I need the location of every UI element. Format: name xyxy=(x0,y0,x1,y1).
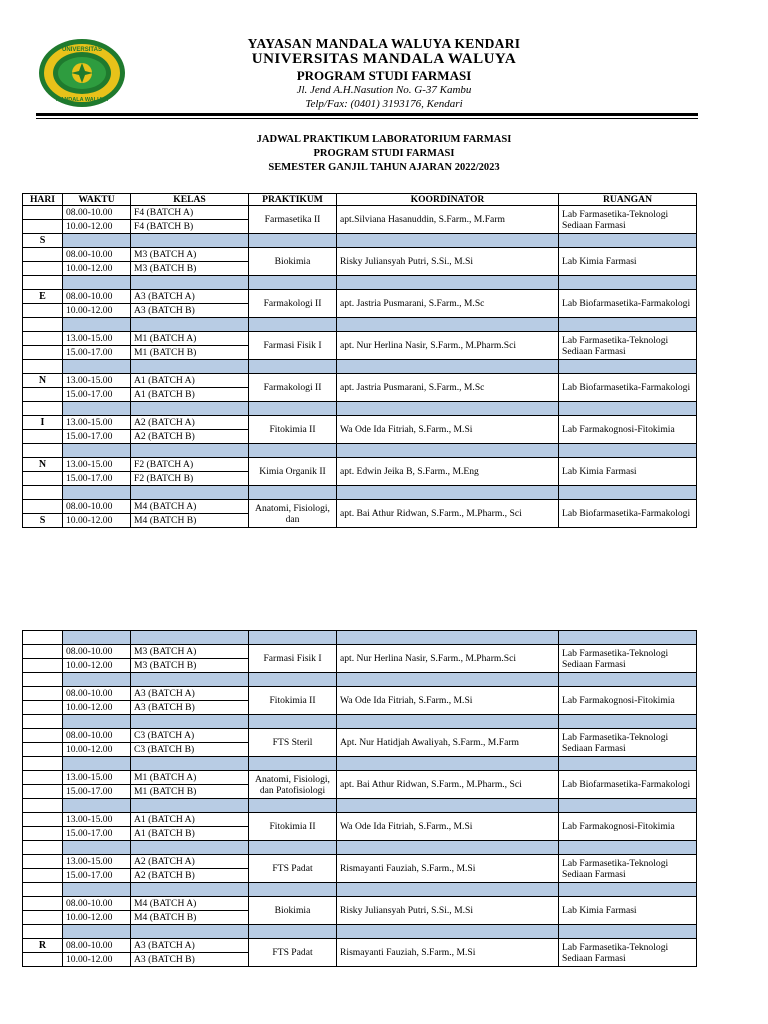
kelas-cell: M1 (BATCH B) xyxy=(131,785,249,799)
waktu-cell: 08.00-10.00 xyxy=(63,729,131,743)
col-ruangan: RUANGAN xyxy=(559,194,697,206)
kelas-cell: A3 (BATCH B) xyxy=(131,953,249,967)
ruangan-cell: Lab Biofarmasetika-Farmakologi xyxy=(559,374,697,402)
hari-cell xyxy=(23,388,63,402)
separator-cell xyxy=(131,757,249,771)
table-row xyxy=(23,771,697,785)
separator-cell xyxy=(559,799,697,813)
table-row xyxy=(23,500,697,514)
separator-cell xyxy=(63,673,131,687)
waktu-cell: 10.00-12.00 xyxy=(63,659,131,673)
separator-row xyxy=(23,799,697,813)
separator-cell xyxy=(63,276,131,290)
separator-cell xyxy=(559,757,697,771)
hari-cell xyxy=(23,248,63,262)
separator-cell xyxy=(337,757,559,771)
separator-cell xyxy=(131,925,249,939)
kelas-cell: M4 (BATCH A) xyxy=(131,500,249,514)
separator-cell xyxy=(337,883,559,897)
col-koordinator: KOORDINATOR xyxy=(337,194,559,206)
kelas-cell: A2 (BATCH B) xyxy=(131,430,249,444)
ruangan-cell: Lab Farmasetika-Teknologi Sediaan Farmasi xyxy=(559,729,697,757)
hari-cell xyxy=(23,869,63,883)
waktu-cell: 08.00-10.00 xyxy=(63,248,131,262)
hari-cell xyxy=(23,486,63,500)
separator-row xyxy=(23,631,697,645)
praktikum-cell: Farmasi Fisik I xyxy=(249,645,337,673)
program-name: PROGRAM STUDI FARMASI xyxy=(296,68,472,83)
waktu-cell: 10.00-12.00 xyxy=(63,701,131,715)
separator-cell xyxy=(559,486,697,500)
waktu-cell: 13.00-15.00 xyxy=(63,458,131,472)
hari-cell xyxy=(23,883,63,897)
koordinator-cell: apt. Jastria Pusmarani, S.Farm., M.Sc xyxy=(337,290,559,318)
separator-row xyxy=(23,715,697,729)
ruangan-cell: Lab Kimia Farmasi xyxy=(559,897,697,925)
separator-row xyxy=(23,883,697,897)
table-row xyxy=(23,897,697,911)
koordinator-cell: Wa Ode Ida Fitriah, S.Farm., M.Si xyxy=(337,416,559,444)
kelas-cell: A1 (BATCH B) xyxy=(131,388,249,402)
hari-cell xyxy=(23,953,63,967)
kelas-cell: C3 (BATCH A) xyxy=(131,729,249,743)
ruangan-cell: Lab Biofarmasetika-Farmakologi xyxy=(559,500,697,528)
hari-cell xyxy=(23,841,63,855)
waktu-cell: 13.00-15.00 xyxy=(63,855,131,869)
praktikum-cell: Fitokimia II xyxy=(249,687,337,715)
table-row xyxy=(23,855,697,869)
kelas-cell: M3 (BATCH A) xyxy=(131,645,249,659)
hari-cell xyxy=(23,785,63,799)
separator-cell xyxy=(63,757,131,771)
kelas-cell: M4 (BATCH B) xyxy=(131,911,249,925)
hari-cell: R xyxy=(23,939,63,953)
separator-cell xyxy=(249,799,337,813)
separator-cell xyxy=(63,444,131,458)
hari-cell xyxy=(23,304,63,318)
waktu-cell: 08.00-10.00 xyxy=(63,206,131,220)
ruangan-cell: Lab Farmasetika-Teknologi Sediaan Farmasi xyxy=(559,645,697,673)
waktu-cell: 08.00-10.00 xyxy=(63,897,131,911)
ruangan-cell: Lab Kimia Farmasi xyxy=(559,248,697,276)
hari-cell xyxy=(23,911,63,925)
separator-cell xyxy=(559,673,697,687)
koordinator-cell: apt. Nur Herlina Nasir, S.Farm., M.Pharm.Sci xyxy=(337,332,559,360)
kelas-cell: A2 (BATCH A) xyxy=(131,416,249,430)
waktu-cell: 15.00-17.00 xyxy=(63,869,131,883)
separator-cell xyxy=(249,883,337,897)
separator-cell xyxy=(249,402,337,416)
separator-cell xyxy=(337,799,559,813)
table-header-row xyxy=(23,194,697,206)
praktikum-cell: Fitokimia II xyxy=(249,813,337,841)
separator-cell xyxy=(559,360,697,374)
waktu-cell: 13.00-15.00 xyxy=(63,771,131,785)
hari-cell: S xyxy=(23,514,63,528)
hari-cell xyxy=(23,262,63,276)
separator-cell xyxy=(131,673,249,687)
table-row xyxy=(23,939,697,953)
ruangan-cell: Lab Farmakognosi-Fitokimia xyxy=(559,687,697,715)
ruangan-cell: Lab Kimia Farmasi xyxy=(559,458,697,486)
table-row xyxy=(23,729,697,743)
hari-cell xyxy=(23,729,63,743)
waktu-cell: 08.00-10.00 xyxy=(63,687,131,701)
hari-cell xyxy=(23,360,63,374)
separator-cell xyxy=(337,276,559,290)
kelas-cell: M1 (BATCH B) xyxy=(131,346,249,360)
hari-cell xyxy=(23,430,63,444)
hari-cell xyxy=(23,346,63,360)
separator-cell xyxy=(337,486,559,500)
logo-text-top: UNIVERSITAS xyxy=(62,47,102,53)
separator-cell xyxy=(337,402,559,416)
separator-cell xyxy=(63,631,131,645)
header-rule-thick xyxy=(36,113,698,116)
separator-cell xyxy=(559,841,697,855)
title-line-2: PROGRAM STUDI FARMASI xyxy=(313,148,455,159)
kelas-cell: M3 (BATCH B) xyxy=(131,262,249,276)
separator-row xyxy=(23,841,697,855)
table-row xyxy=(23,687,697,701)
waktu-cell: 10.00-12.00 xyxy=(63,953,131,967)
hari-cell xyxy=(23,220,63,234)
separator-cell xyxy=(131,799,249,813)
separator-cell xyxy=(337,318,559,332)
document-titles xyxy=(0,133,768,175)
praktikum-cell: Anatomi, Fisiologi, dan Patofisiologi xyxy=(249,771,337,799)
table-row xyxy=(23,206,697,220)
hari-cell xyxy=(23,444,63,458)
kelas-cell: A1 (BATCH B) xyxy=(131,827,249,841)
kelas-cell: M1 (BATCH A) xyxy=(131,771,249,785)
table-row xyxy=(23,458,697,472)
separator-cell xyxy=(131,444,249,458)
separator-cell xyxy=(559,444,697,458)
koordinator-cell: Wa Ode Ida Fitriah, S.Farm., M.Si xyxy=(337,813,559,841)
separator-row xyxy=(23,318,697,332)
separator-cell xyxy=(63,715,131,729)
hari-cell xyxy=(23,472,63,486)
address: Jl. Jend A.H.Nasution No. G-37 Kambu xyxy=(296,84,472,96)
praktikum-cell: Kimia Organik II xyxy=(249,458,337,486)
kelas-cell: M3 (BATCH B) xyxy=(131,659,249,673)
separator-cell xyxy=(249,444,337,458)
separator-cell xyxy=(249,360,337,374)
col-hari: HARI xyxy=(23,194,63,206)
separator-cell xyxy=(63,360,131,374)
praktikum-cell: Fitokimia II xyxy=(249,416,337,444)
separator-cell xyxy=(249,715,337,729)
waktu-cell: 10.00-12.00 xyxy=(63,911,131,925)
praktikum-cell: Farmasi Fisik I xyxy=(249,332,337,360)
separator-row xyxy=(23,925,697,939)
praktikum-cell: FTS Padat xyxy=(249,939,337,967)
praktikum-cell: Biokimia xyxy=(249,248,337,276)
hari-cell xyxy=(23,799,63,813)
separator-row xyxy=(23,757,697,771)
waktu-cell: 15.00-17.00 xyxy=(63,827,131,841)
waktu-cell: 08.00-10.00 xyxy=(63,939,131,953)
separator-cell xyxy=(337,360,559,374)
waktu-cell: 10.00-12.00 xyxy=(63,743,131,757)
kelas-cell: A3 (BATCH B) xyxy=(131,304,249,318)
separator-cell xyxy=(131,360,249,374)
separator-cell xyxy=(559,715,697,729)
kelas-cell: A1 (BATCH A) xyxy=(131,374,249,388)
separator-cell xyxy=(249,841,337,855)
header-rule-thin xyxy=(36,118,698,119)
hari-cell xyxy=(23,500,63,514)
separator-cell xyxy=(131,318,249,332)
phone: Telp/Fax: (0401) 3193176, Kendari xyxy=(305,98,463,110)
praktikum-cell: Biokimia xyxy=(249,897,337,925)
separator-row xyxy=(23,673,697,687)
praktikum-cell: Farmasetika II xyxy=(249,206,337,234)
kelas-cell: A1 (BATCH A) xyxy=(131,813,249,827)
waktu-cell: 15.00-17.00 xyxy=(63,472,131,486)
hari-cell: I xyxy=(23,416,63,430)
separator-cell xyxy=(337,841,559,855)
university-name: UNIVERSITAS MANDALA WALUYA xyxy=(251,51,517,67)
separator-cell xyxy=(559,234,697,248)
table-row xyxy=(23,290,697,304)
separator-cell xyxy=(249,276,337,290)
separator-cell xyxy=(249,486,337,500)
table-row xyxy=(23,374,697,388)
separator-cell xyxy=(63,234,131,248)
kelas-cell: C3 (BATCH B) xyxy=(131,743,249,757)
koordinator-cell: Rismayanti Fauziah, S.Farm., M.Si xyxy=(337,939,559,967)
separator-cell xyxy=(337,925,559,939)
title-line-1: JADWAL PRAKTIKUM LABORATORIUM FARMASI xyxy=(256,134,512,145)
separator-cell xyxy=(249,673,337,687)
kelas-cell: F4 (BATCH B) xyxy=(131,220,249,234)
hari-cell xyxy=(23,659,63,673)
separator-cell xyxy=(337,715,559,729)
kelas-cell: F2 (BATCH B) xyxy=(131,472,249,486)
separator-cell xyxy=(63,925,131,939)
table-row xyxy=(23,332,697,346)
hari-cell xyxy=(23,827,63,841)
kelas-cell: M3 (BATCH A) xyxy=(131,248,249,262)
hari-cell xyxy=(23,743,63,757)
separator-row xyxy=(23,402,697,416)
praktikum-cell: FTS Steril xyxy=(249,729,337,757)
hari-cell xyxy=(23,318,63,332)
logo-text-bottom: MANDALA WALUYA xyxy=(55,97,109,103)
separator-cell xyxy=(63,883,131,897)
koordinator-cell: apt.Silviana Hasanuddin, S.Farm., M.Farm xyxy=(337,206,559,234)
hari-cell xyxy=(23,673,63,687)
kelas-cell: M1 (BATCH A) xyxy=(131,332,249,346)
hari-cell xyxy=(23,332,63,346)
title-line-3: SEMESTER GANJIL TAHUN AJARAN 2022/2023 xyxy=(268,162,500,173)
hari-cell xyxy=(23,645,63,659)
koordinator-cell: apt. Bai Athur Ridwan, S.Farm., M.Pharm., Sci xyxy=(337,771,559,799)
waktu-cell: 08.00-10.00 xyxy=(63,500,131,514)
koordinator-cell: Wa Ode Ida Fitriah, S.Farm., M.Si xyxy=(337,687,559,715)
waktu-cell: 10.00-12.00 xyxy=(63,262,131,276)
waktu-cell: 13.00-15.00 xyxy=(63,332,131,346)
ruangan-cell: Lab Farmasetika-Teknologi Sediaan Farmasi xyxy=(559,332,697,360)
kelas-cell: A3 (BATCH A) xyxy=(131,939,249,953)
hari-cell: S xyxy=(23,234,63,248)
separator-cell xyxy=(559,402,697,416)
praktikum-cell: FTS Padat xyxy=(249,855,337,883)
separator-cell xyxy=(131,402,249,416)
separator-cell xyxy=(63,402,131,416)
separator-cell xyxy=(559,276,697,290)
table-row xyxy=(23,248,697,262)
hari-cell xyxy=(23,757,63,771)
separator-cell xyxy=(337,631,559,645)
separator-row xyxy=(23,276,697,290)
koordinator-cell: apt. Bai Athur Ridwan, S.Farm., M.Pharm., Sci xyxy=(337,500,559,528)
waktu-cell: 13.00-15.00 xyxy=(63,416,131,430)
kelas-cell: A2 (BATCH A) xyxy=(131,855,249,869)
col-waktu: WAKTU xyxy=(63,194,131,206)
waktu-cell: 15.00-17.00 xyxy=(63,388,131,402)
kelas-cell: F4 (BATCH A) xyxy=(131,206,249,220)
schedule-table-1 xyxy=(22,193,697,528)
separator-cell xyxy=(131,631,249,645)
separator-row xyxy=(23,444,697,458)
kelas-cell: A2 (BATCH B) xyxy=(131,869,249,883)
separator-cell xyxy=(337,444,559,458)
separator-cell xyxy=(337,673,559,687)
hari-cell: N xyxy=(23,458,63,472)
col-praktikum: PRAKTIKUM xyxy=(249,194,337,206)
table-row xyxy=(23,813,697,827)
ruangan-cell: Lab Farmakognosi-Fitokimia xyxy=(559,416,697,444)
waktu-cell: 13.00-15.00 xyxy=(63,374,131,388)
koordinator-cell: apt. Nur Herlina Nasir, S.Farm., M.Pharm.Sci xyxy=(337,645,559,673)
hari-cell xyxy=(23,715,63,729)
separator-cell xyxy=(337,234,559,248)
waktu-cell: 08.00-10.00 xyxy=(63,645,131,659)
yayasan-name: YAYASAN MANDALA WALUYA KENDARI xyxy=(247,36,521,51)
hari-cell xyxy=(23,402,63,416)
koordinator-cell: Risky Juliansyah Putri, S.Si., M.Si xyxy=(337,248,559,276)
waktu-cell: 15.00-17.00 xyxy=(63,430,131,444)
koordinator-cell: Risky Juliansyah Putri, S.Si., M.Si xyxy=(337,897,559,925)
koordinator-cell: Apt. Nur Hatidjah Awaliyah, S.Farm., M.Farm xyxy=(337,729,559,757)
table-row xyxy=(23,416,697,430)
separator-cell xyxy=(131,841,249,855)
hari-cell xyxy=(23,813,63,827)
separator-cell xyxy=(559,883,697,897)
waktu-cell: 08.00-10.00 xyxy=(63,290,131,304)
hari-cell xyxy=(23,771,63,785)
koordinator-cell: apt. Edwin Jeika B, S.Farm., M.Eng xyxy=(337,458,559,486)
kelas-cell: M4 (BATCH A) xyxy=(131,897,249,911)
hari-cell: E xyxy=(23,290,63,304)
ruangan-cell: Lab Farmasetika-Teknologi Sediaan Farmasi xyxy=(559,939,697,967)
kelas-cell: M4 (BATCH B) xyxy=(131,514,249,528)
hari-cell xyxy=(23,701,63,715)
separator-cell xyxy=(63,799,131,813)
hari-cell xyxy=(23,687,63,701)
separator-cell xyxy=(131,883,249,897)
separator-cell xyxy=(249,631,337,645)
separator-cell xyxy=(249,234,337,248)
koordinator-cell: Rismayanti Fauziah, S.Farm., M.Si xyxy=(337,855,559,883)
separator-cell xyxy=(131,715,249,729)
kelas-cell: A3 (BATCH B) xyxy=(131,701,249,715)
hari-cell xyxy=(23,631,63,645)
praktikum-cell: Farmakologi II xyxy=(249,290,337,318)
separator-cell xyxy=(63,841,131,855)
separator-cell xyxy=(559,925,697,939)
separator-cell xyxy=(63,318,131,332)
separator-cell xyxy=(249,757,337,771)
separator-cell xyxy=(63,486,131,500)
ruangan-cell: Lab Farmakognosi-Fitokimia xyxy=(559,813,697,841)
hari-cell: N xyxy=(23,374,63,388)
koordinator-cell: apt. Jastria Pusmarani, S.Farm., M.Sc xyxy=(337,374,559,402)
separator-row xyxy=(23,486,697,500)
hari-cell xyxy=(23,855,63,869)
waktu-cell: 15.00-17.00 xyxy=(63,346,131,360)
waktu-cell: 15.00-17.00 xyxy=(63,785,131,799)
ruangan-cell: Lab Biofarmasetika-Farmakologi xyxy=(559,290,697,318)
separator-cell xyxy=(249,925,337,939)
kelas-cell: A3 (BATCH A) xyxy=(131,687,249,701)
waktu-cell: 10.00-12.00 xyxy=(63,304,131,318)
ruangan-cell: Lab Farmasetika-Teknologi Sediaan Farmasi xyxy=(559,206,697,234)
waktu-cell: 13.00-15.00 xyxy=(63,813,131,827)
separator-row xyxy=(23,234,697,248)
hari-cell xyxy=(23,276,63,290)
schedule-table-2 xyxy=(22,630,697,967)
hari-cell xyxy=(23,897,63,911)
praktikum-cell: Farmakologi II xyxy=(249,374,337,402)
separator-row xyxy=(23,360,697,374)
waktu-cell: 10.00-12.00 xyxy=(63,514,131,528)
hari-cell xyxy=(23,206,63,220)
col-kelas: KELAS xyxy=(131,194,249,206)
kelas-cell: F2 (BATCH A) xyxy=(131,458,249,472)
kelas-cell: A3 (BATCH A) xyxy=(131,290,249,304)
separator-cell xyxy=(131,276,249,290)
waktu-cell: 10.00-12.00 xyxy=(63,220,131,234)
separator-cell xyxy=(559,631,697,645)
separator-cell xyxy=(249,318,337,332)
separator-cell xyxy=(131,234,249,248)
praktikum-cell: Anatomi, Fisiologi, dan xyxy=(249,500,337,528)
letterhead xyxy=(0,0,768,125)
ruangan-cell: Lab Biofarmasetika-Farmakologi xyxy=(559,771,697,799)
ruangan-cell: Lab Farmasetika-Teknologi Sediaan Farmasi xyxy=(559,855,697,883)
separator-cell xyxy=(559,318,697,332)
separator-cell xyxy=(131,486,249,500)
table-row xyxy=(23,645,697,659)
hari-cell xyxy=(23,925,63,939)
